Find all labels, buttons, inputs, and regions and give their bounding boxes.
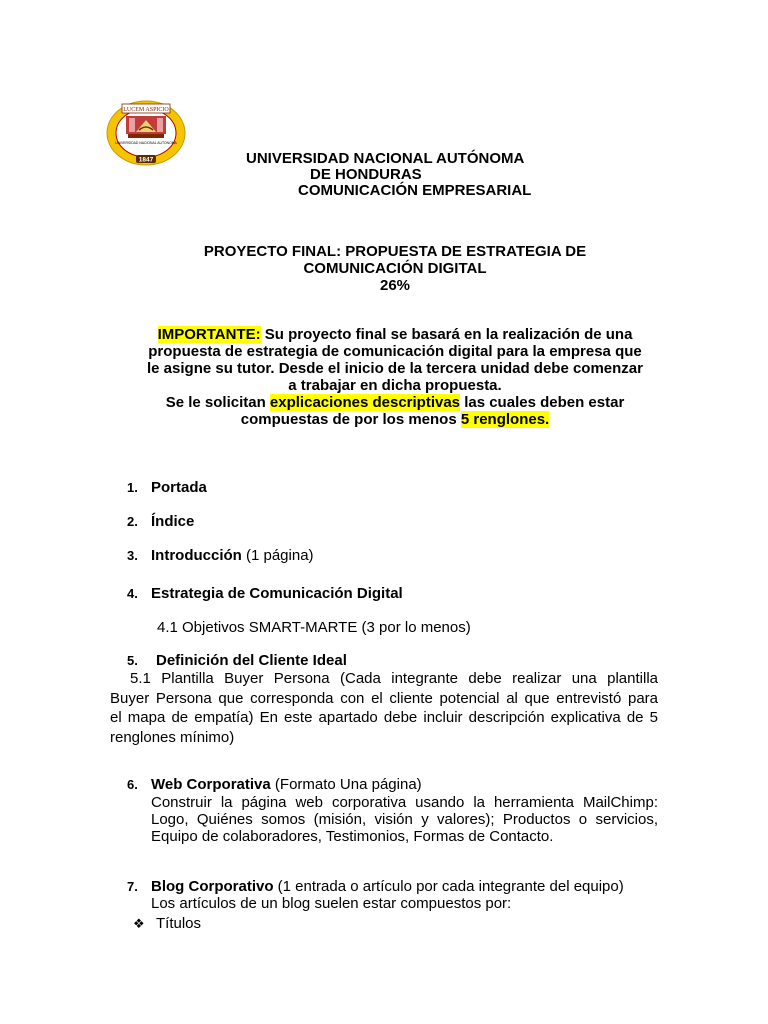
list-item	[127, 547, 314, 564]
paragraph-line: 5.1 Plantilla Buyer Persona (Cada integrante debe realizar una plantilla	[130, 670, 658, 687]
item-title: Portada	[151, 479, 207, 496]
item-title: Índice	[151, 513, 195, 530]
item-number: 7.	[127, 879, 138, 894]
important-text-3: le asigne su tutor. Desde el inicio de la tercera unidad debe comenzar	[147, 360, 643, 377]
svg-text:1847: 1847	[138, 156, 154, 164]
paragraph-line: Buyer Persona que corresponda con el cliente potencial al que entrevistó para	[110, 689, 658, 707]
highlight-descriptive: explicaciones descriptivas	[269, 394, 461, 411]
university-name: UNIVERSIDAD NACIONAL AUTÓNOMA	[246, 150, 525, 167]
item-title: Estrategia de Comunicación Digital	[151, 585, 403, 602]
important-text-5b: las cuales deben estar	[460, 394, 625, 411]
important-text-4: a trabajar en dicha propuesta.	[288, 377, 502, 394]
important-notice	[100, 326, 690, 428]
item-number: 2.	[127, 514, 138, 529]
item-title: Web Corporativa	[151, 776, 271, 793]
diamond-bullet-icon: ❖	[133, 916, 145, 931]
university-country: DE HONDURAS	[310, 166, 422, 183]
paragraph-line: Construir la página web corporativa usando la herramienta MailChimp:	[151, 794, 658, 811]
item-title: Blog Corporativo	[151, 878, 274, 895]
web-corporativa-paragraph	[151, 794, 658, 845]
list-item	[127, 776, 422, 793]
item-number: 3.	[127, 548, 138, 563]
project-title-line1: PROYECTO FINAL: PROPUESTA DE ESTRATEGIA DE	[203, 243, 587, 260]
svg-text:LUCEM ASPICIO: LUCEM ASPICIO	[123, 107, 169, 113]
important-text-6a: compuestas de por los menos	[240, 411, 461, 428]
important-text-1: Su proyecto final se basará en la realización de una	[260, 326, 633, 343]
important-text-5a: Se le solicitan	[165, 394, 270, 411]
important-text-2: propuesta de estrategia de comunicación digital para la empresa que	[148, 343, 642, 360]
bullet-text: Títulos	[156, 915, 202, 932]
blog-intro: Los artículos de un blog suelen estar compuestos por:	[151, 895, 512, 912]
paragraph-line: Equipo de colaboradores, Testimonios, Formas de Contacto.	[151, 828, 554, 845]
item-number: 6.	[127, 777, 138, 792]
list-item	[127, 652, 347, 669]
course-name: COMUNICACIÓN EMPRESARIAL	[298, 182, 532, 199]
bullet-item	[133, 915, 201, 932]
list-item	[127, 479, 207, 496]
item-number: 5.	[127, 653, 138, 668]
sub-item: 4.1 Objetivos SMART-MARTE (3 por lo menos)	[157, 619, 471, 636]
item-note: (1 entrada o artículo por cada integrante del equipo)	[273, 878, 624, 895]
university-seal-logo	[106, 100, 186, 166]
paragraph-line: Logo, Quiénes somos (misión, visión y valores); Productos o servicios,	[151, 811, 658, 828]
paragraph-line: renglones mínimo)	[110, 728, 235, 746]
list-item	[127, 585, 403, 602]
project-title-line2: COMUNICACIÓN DIGITAL	[303, 260, 487, 277]
project-title	[120, 243, 670, 294]
list-item	[127, 878, 624, 895]
item-title: Introducción	[151, 547, 242, 564]
paragraph-line: el mapa de empatía) En este apartado debe incluir descripción explicativa de 5	[110, 709, 658, 726]
item-note: (Formato Una página)	[270, 776, 422, 793]
item-note: (1 página)	[241, 547, 314, 564]
project-weight: 26%	[379, 277, 411, 294]
item-title: Definición del Cliente Ideal	[156, 652, 347, 669]
important-label: IMPORTANTE:	[157, 326, 261, 343]
item-number: 4.	[127, 586, 138, 601]
highlight-five-lines: 5 renglones.	[460, 411, 550, 428]
buyer-persona-paragraph	[110, 669, 658, 747]
list-item	[127, 513, 194, 530]
svg-text:UNIVERSIDAD NACIONAL AUTONOMA: UNIVERSIDAD NACIONAL AUTONOMA	[115, 141, 177, 145]
item-number: 1.	[127, 480, 138, 495]
